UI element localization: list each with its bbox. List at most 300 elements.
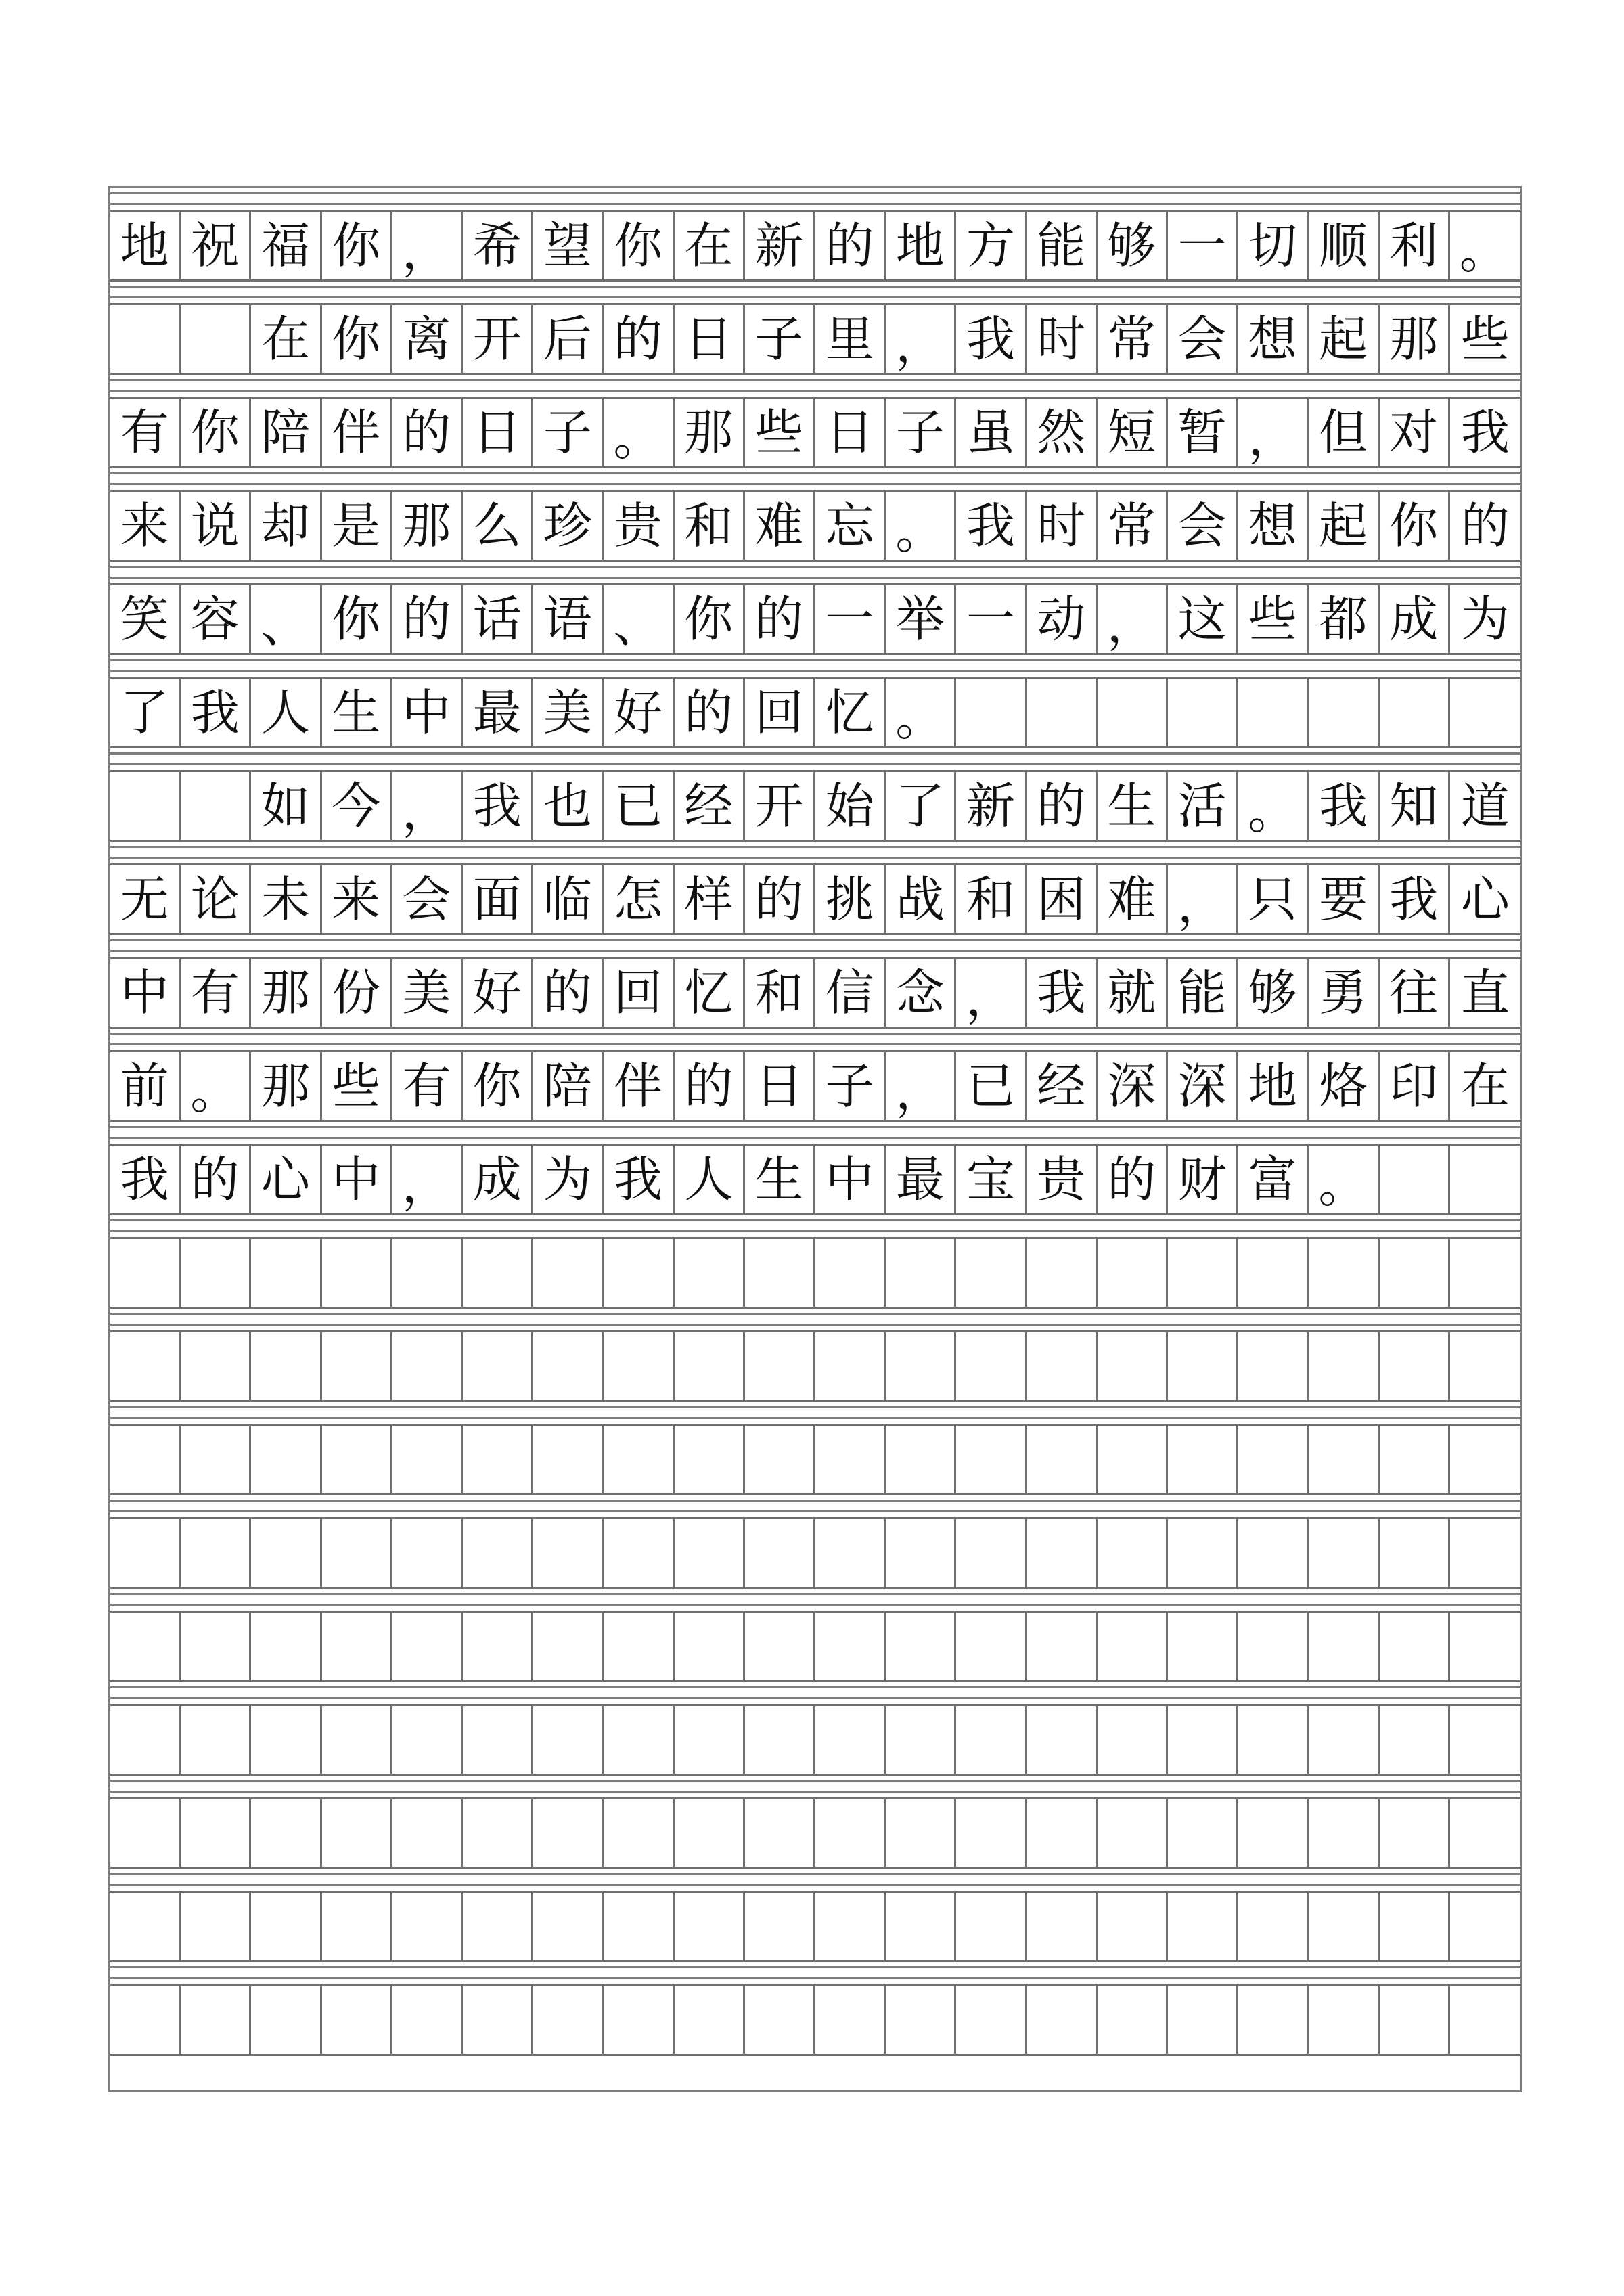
grid-cell-character: 忆 [675, 957, 745, 1029]
grid-cell-empty [675, 1891, 745, 1962]
grid-cell-character: 好 [463, 957, 533, 1029]
grid-cell-empty [675, 1611, 745, 1682]
grid-cell-empty [533, 1984, 604, 2056]
grid-cell-character: 虽 [956, 397, 1027, 468]
grid-cell-empty [1309, 1517, 1379, 1589]
grid-cell-character: 的 [533, 957, 604, 1029]
grid-cell-empty [886, 1984, 956, 2056]
grid-cell-empty [956, 1330, 1027, 1402]
grid-cell-character: 要 [1309, 863, 1379, 935]
grid-cell-empty [110, 303, 181, 375]
grid-cell-character: 。 [886, 677, 956, 748]
grid-cell-character: 生 [322, 677, 392, 748]
grid-cell-character: 中 [322, 1144, 392, 1215]
grid-cell-character: 挑 [815, 863, 886, 935]
grid-cell-character: 够 [1098, 210, 1168, 282]
grid-cell-empty [886, 1517, 956, 1589]
grid-cell-character: 说 [181, 490, 251, 562]
grid-cell-empty [745, 1424, 815, 1495]
grid-cell-character: 我 [110, 1144, 181, 1215]
grid-cell-character: 些 [322, 1050, 392, 1122]
grid-cell-empty [1309, 1424, 1379, 1495]
grid-cell-character: 一 [1168, 210, 1238, 282]
grid-cell-character: 直 [1450, 957, 1520, 1029]
grid-cell-character: 的 [392, 397, 463, 468]
grid-cell-empty [1168, 1424, 1238, 1495]
grid-cell-empty [251, 1517, 321, 1589]
row-separator-band [110, 1122, 1520, 1144]
grid-cell-character: 无 [110, 863, 181, 935]
grid-row [110, 1330, 1520, 1402]
grid-cell-character: 想 [1238, 490, 1309, 562]
grid-cell-empty [181, 1424, 251, 1495]
grid-cell-empty [1027, 1424, 1098, 1495]
grid-cell-empty [463, 1891, 533, 1962]
grid-cell-character: 日 [815, 397, 886, 468]
grid-cell-character: 是 [322, 490, 392, 562]
grid-cell-empty [675, 1797, 745, 1869]
grid-cell-character: 的 [675, 1050, 745, 1122]
grid-cell-empty [463, 1611, 533, 1682]
grid-cell-empty [251, 1704, 321, 1776]
grid-cell-empty [110, 1611, 181, 1682]
grid-cell-character: 伴 [322, 397, 392, 468]
row-separator-band [110, 1962, 1520, 1984]
grid-cell-character: 印 [1380, 1050, 1450, 1122]
grid-cell-character: ， [956, 957, 1027, 1029]
grid-cell-empty [181, 1611, 251, 1682]
grid-cell-character: 。 [886, 490, 956, 562]
grid-cell-character: 些 [1238, 583, 1309, 655]
grid-cell-character: 祝 [181, 210, 251, 282]
grid-cell-empty [392, 1891, 463, 1962]
grid-cell-empty [1168, 1330, 1238, 1402]
grid-cell-empty [1168, 1517, 1238, 1589]
grid-cell-character: 珍 [533, 490, 604, 562]
grid-cell-character: 日 [463, 397, 533, 468]
grid-cell-empty [1168, 1891, 1238, 1962]
grid-cell-character: 。 [1450, 210, 1520, 282]
grid-cell-empty [181, 1984, 251, 2056]
grid-cell-empty [181, 1330, 251, 1402]
grid-cell-empty [1238, 1797, 1309, 1869]
grid-cell-empty [251, 1797, 321, 1869]
grid-cell-empty [1238, 1517, 1309, 1589]
grid-cell-character: 回 [604, 957, 674, 1029]
grid-cell-character: 后 [533, 303, 604, 375]
grid-cell-empty [1380, 1237, 1450, 1309]
grid-cell-empty [181, 1704, 251, 1776]
row-separator-band [110, 282, 1520, 303]
grid-cell-empty [1238, 1330, 1309, 1402]
row-separator-band [110, 468, 1520, 490]
grid-cell-character: 就 [1098, 957, 1168, 1029]
grid-cell-character: ， [392, 210, 463, 282]
grid-cell-empty [533, 1797, 604, 1869]
grid-cell-character: 成 [463, 1144, 533, 1215]
grid-cell-character: 开 [745, 770, 815, 842]
grid-cell-character: 贵 [604, 490, 674, 562]
grid-cell-character: 暂 [1168, 397, 1238, 468]
grid-cell-empty [1098, 1984, 1168, 2056]
grid-cell-character: 心 [251, 1144, 321, 1215]
grid-cell-empty [815, 1704, 886, 1776]
grid-cell-empty [745, 1984, 815, 2056]
grid-cell-empty [1380, 1144, 1450, 1215]
grid-row [110, 1984, 1520, 2056]
grid-cell-empty [1168, 1611, 1238, 1682]
grid-cell-empty [181, 1517, 251, 1589]
grid-row [110, 770, 1520, 842]
grid-cell-character: 你 [322, 210, 392, 282]
grid-row [110, 957, 1520, 1029]
grid-cell-character: ， [1098, 583, 1168, 655]
grid-cell-character: 生 [1098, 770, 1168, 842]
grid-cell-character: 人 [251, 677, 321, 748]
grid-row [110, 490, 1520, 562]
grid-cell-empty [1238, 1611, 1309, 1682]
grid-cell-empty [1450, 677, 1520, 748]
grid-cell-empty [1450, 1611, 1520, 1682]
grid-cell-character: 贵 [1027, 1144, 1098, 1215]
grid-cell-empty [1098, 677, 1168, 748]
grid-cell-empty [392, 1611, 463, 1682]
grid-cell-empty [604, 1424, 674, 1495]
grid-cell-character: 些 [745, 397, 815, 468]
grid-cell-empty [181, 1237, 251, 1309]
grid-cell-character: 日 [675, 303, 745, 375]
grid-cell-empty [392, 1237, 463, 1309]
grid-cell-character: 起 [1309, 490, 1379, 562]
grid-cell-empty [675, 1984, 745, 2056]
grid-cell-character: 为 [533, 1144, 604, 1215]
grid-cell-character: 常 [1098, 490, 1168, 562]
grid-cell-character: ， [1238, 397, 1309, 468]
grid-cell-character: 、 [251, 583, 321, 655]
grid-cell-character: 在 [1450, 1050, 1520, 1122]
grid-cell-character: 我 [956, 490, 1027, 562]
grid-cell-empty [1098, 1891, 1168, 1962]
grid-cell-character: 我 [956, 303, 1027, 375]
grid-cell-character: 会 [1168, 490, 1238, 562]
grid-cell-character: 往 [1380, 957, 1450, 1029]
grid-cell-empty [251, 1891, 321, 1962]
row-separator-band [110, 1589, 1520, 1611]
grid-cell-empty [251, 1424, 321, 1495]
grid-cell-empty [886, 1797, 956, 1869]
row-separator-band [110, 1402, 1520, 1424]
grid-cell-empty [110, 770, 181, 842]
grid-cell-character: 和 [956, 863, 1027, 935]
grid-cell-empty [1027, 1797, 1098, 1869]
grid-cell-empty [886, 1237, 956, 1309]
grid-cell-character: 美 [533, 677, 604, 748]
grid-cell-empty [1380, 1330, 1450, 1402]
row-separator-band [110, 188, 1520, 210]
grid-cell-character: 能 [1168, 957, 1238, 1029]
grid-cell-empty [1309, 1237, 1379, 1309]
grid-cell-empty [956, 1237, 1027, 1309]
grid-cell-character: 。 [1238, 770, 1309, 842]
grid-cell-character: 。 [604, 397, 674, 468]
grid-cell-character: 了 [110, 677, 181, 748]
grid-cell-empty [604, 1330, 674, 1402]
grid-cell-empty [604, 1237, 674, 1309]
grid-cell-empty [1380, 1611, 1450, 1682]
grid-cell-character: 未 [251, 863, 321, 935]
grid-cell-character: 希 [463, 210, 533, 282]
grid-cell-empty [815, 1330, 886, 1402]
grid-cell-character: 生 [745, 1144, 815, 1215]
grid-cell-empty [1238, 1704, 1309, 1776]
grid-cell-empty [1027, 1330, 1098, 1402]
grid-cell-character: 经 [675, 770, 745, 842]
grid-row [110, 677, 1520, 748]
grid-cell-empty [1450, 1144, 1520, 1215]
grid-cell-empty [745, 1330, 815, 1402]
grid-cell-character: 的 [745, 583, 815, 655]
grid-cell-character: 我 [181, 677, 251, 748]
grid-cell-character: 战 [886, 863, 956, 935]
grid-cell-character: 对 [1380, 397, 1450, 468]
grid-cell-empty [463, 1424, 533, 1495]
grid-cell-character: 、 [604, 583, 674, 655]
grid-cell-empty [533, 1330, 604, 1402]
grid-cell-character: 富 [1238, 1144, 1309, 1215]
grid-cell-empty [533, 1891, 604, 1962]
grid-cell-character: 语 [533, 583, 604, 655]
grid-row [110, 397, 1520, 468]
grid-cell-empty [1238, 1984, 1309, 2056]
grid-cell-empty [322, 1517, 392, 1589]
composition-grid-paper [108, 186, 1522, 2092]
grid-cell-character: 。 [1309, 1144, 1379, 1215]
grid-cell-empty [745, 1704, 815, 1776]
grid-cell-character: 最 [463, 677, 533, 748]
grid-cell-character: 地 [1238, 1050, 1309, 1122]
grid-cell-empty [110, 1330, 181, 1402]
grid-cell-empty [604, 1611, 674, 1682]
grid-cell-character: 你 [604, 210, 674, 282]
grid-cell-empty [1027, 1704, 1098, 1776]
grid-cell-character: 你 [322, 583, 392, 655]
row-separator-band [110, 1776, 1520, 1797]
grid-cell-empty [463, 1517, 533, 1589]
grid-cell-character: 一 [815, 583, 886, 655]
grid-cell-character: 深 [1098, 1050, 1168, 1122]
grid-cell-character: 和 [745, 957, 815, 1029]
grid-cell-empty [322, 1797, 392, 1869]
grid-cell-empty [956, 1611, 1027, 1682]
grid-cell-empty [392, 1704, 463, 1776]
grid-cell-character: 我 [463, 770, 533, 842]
grid-row [110, 1050, 1520, 1122]
grid-cell-empty [1309, 1330, 1379, 1402]
grid-row [110, 210, 1520, 282]
grid-cell-empty [745, 1891, 815, 1962]
grid-cell-empty [1380, 1517, 1450, 1589]
grid-cell-empty [675, 1330, 745, 1402]
grid-cell-character: 来 [110, 490, 181, 562]
grid-cell-empty [251, 1984, 321, 2056]
row-separator-band [110, 562, 1520, 583]
grid-cell-empty [392, 1424, 463, 1495]
grid-cell-character: 经 [1027, 1050, 1098, 1122]
grid-cell-character: 一 [956, 583, 1027, 655]
grid-cell-empty [745, 1517, 815, 1589]
grid-cell-character: 只 [1238, 863, 1309, 935]
grid-cell-character: 新 [745, 210, 815, 282]
grid-cell-character: 烙 [1309, 1050, 1379, 1122]
grid-cell-character: 心 [1450, 863, 1520, 935]
grid-cell-character: 宝 [956, 1144, 1027, 1215]
grid-cell-character: 常 [1098, 303, 1168, 375]
grid-cell-character: 伴 [604, 1050, 674, 1122]
grid-cell-character: 时 [1027, 490, 1098, 562]
grid-cell-empty [745, 1797, 815, 1869]
grid-cell-empty [1027, 1611, 1098, 1682]
grid-cell-character: 的 [1450, 490, 1520, 562]
grid-cell-character: 回 [745, 677, 815, 748]
grid-cell-character: 开 [463, 303, 533, 375]
grid-cell-empty [322, 1330, 392, 1402]
row-separator-band [110, 1215, 1520, 1237]
grid-cell-character: 好 [604, 677, 674, 748]
row-separator-band [110, 655, 1520, 677]
row-separator-band [110, 375, 1520, 397]
grid-cell-empty [251, 1330, 321, 1402]
grid-cell-character: 中 [110, 957, 181, 1029]
grid-cell-character: 你 [181, 397, 251, 468]
grid-cell-empty [1027, 1517, 1098, 1589]
grid-cell-character: 了 [886, 770, 956, 842]
grid-cell-empty [956, 677, 1027, 748]
grid-cell-empty [1168, 1984, 1238, 2056]
grid-cell-character: 切 [1238, 210, 1309, 282]
grid-cell-character: 我 [1450, 397, 1520, 468]
grid-cell-empty [815, 1797, 886, 1869]
grid-cell-character: 陪 [533, 1050, 604, 1122]
grid-cell-character: 活 [1168, 770, 1238, 842]
grid-cell-empty [745, 1237, 815, 1309]
grid-cell-character: 子 [886, 397, 956, 468]
grid-cell-empty [1098, 1424, 1168, 1495]
grid-cell-empty [1309, 1984, 1379, 2056]
grid-cell-character: 人 [675, 1144, 745, 1215]
grid-cell-empty [1380, 1891, 1450, 1962]
grid-cell-character: 来 [322, 863, 392, 935]
grid-cell-character: 我 [1027, 957, 1098, 1029]
grid-cell-character: 勇 [1309, 957, 1379, 1029]
grid-cell-character: 你 [463, 1050, 533, 1122]
grid-cell-character: 但 [1309, 397, 1379, 468]
grid-cell-character: 些 [1450, 303, 1520, 375]
grid-cell-character: 的 [745, 863, 815, 935]
grid-cell-empty [1450, 1797, 1520, 1869]
grid-cell-empty [463, 1704, 533, 1776]
grid-cell-empty [251, 1611, 321, 1682]
grid-cell-character: 美 [392, 957, 463, 1029]
grid-cell-empty [110, 1891, 181, 1962]
grid-row [110, 303, 1520, 375]
grid-cell-empty [815, 1984, 886, 2056]
grid-cell-character: ， [1168, 863, 1238, 935]
grid-cell-empty [1027, 1891, 1098, 1962]
grid-cell-empty [1380, 677, 1450, 748]
grid-cell-empty [533, 1424, 604, 1495]
grid-cell-empty [956, 1797, 1027, 1869]
grid-cell-empty [604, 1984, 674, 2056]
grid-cell-empty [886, 1891, 956, 1962]
grid-cell-character: 然 [1027, 397, 1098, 468]
grid-cell-empty [1309, 677, 1379, 748]
grid-cell-character: 面 [463, 863, 533, 935]
grid-cell-empty [604, 1797, 674, 1869]
grid-cell-character: 我 [1380, 863, 1450, 935]
grid-cell-empty [815, 1891, 886, 1962]
grid-cell-empty [1027, 677, 1098, 748]
grid-cell-character: 动 [1027, 583, 1098, 655]
grid-cell-character: ， [392, 770, 463, 842]
grid-cell-empty [1450, 1237, 1520, 1309]
grid-cell-character: 如 [251, 770, 321, 842]
grid-cell-character: 会 [392, 863, 463, 935]
row-separator-band [110, 1869, 1520, 1891]
grid-cell-character: 难 [1098, 863, 1168, 935]
grid-cell-character: 的 [675, 677, 745, 748]
grid-cell-character: 却 [251, 490, 321, 562]
grid-cell-empty [1450, 1517, 1520, 1589]
grid-cell-empty [815, 1237, 886, 1309]
grid-cell-character: 我 [1309, 770, 1379, 842]
row-separator-band [110, 1495, 1520, 1517]
grid-cell-character: 。 [181, 1050, 251, 1122]
grid-cell-empty [1309, 1891, 1379, 1962]
grid-cell-empty [1238, 677, 1309, 748]
grid-cell-empty [181, 1891, 251, 1962]
grid-cell-character: 举 [886, 583, 956, 655]
grid-cell-empty [1238, 1891, 1309, 1962]
grid-cell-character: 你 [1380, 490, 1450, 562]
grid-cell-character: 有 [392, 1050, 463, 1122]
grid-cell-character: 会 [1168, 303, 1238, 375]
grid-cell-empty [1380, 1424, 1450, 1495]
grid-cell-character: 么 [463, 490, 533, 562]
grid-cell-empty [745, 1611, 815, 1682]
grid-cell-character: 那 [251, 957, 321, 1029]
grid-cell-empty [322, 1611, 392, 1682]
grid-row [110, 1704, 1520, 1776]
grid-cell-character: 地 [886, 210, 956, 282]
grid-cell-empty [1168, 1704, 1238, 1776]
grid-cell-empty [463, 1330, 533, 1402]
grid-cell-empty [1238, 1424, 1309, 1495]
grid-cell-character: 我 [604, 1144, 674, 1215]
grid-cell-character: 道 [1450, 770, 1520, 842]
grid-cell-character: 能 [1027, 210, 1098, 282]
grid-cell-character: 你 [675, 583, 745, 655]
grid-cell-character: 样 [675, 863, 745, 935]
grid-cell-character: 福 [251, 210, 321, 282]
grid-cell-character: 难 [745, 490, 815, 562]
grid-cell-character: 你 [322, 303, 392, 375]
grid-row [110, 1517, 1520, 1589]
grid-cell-empty [604, 1517, 674, 1589]
grid-cell-character: 那 [392, 490, 463, 562]
grid-cell-empty [1238, 1237, 1309, 1309]
grid-cell-character: 信 [815, 957, 886, 1029]
grid-cell-character: 够 [1238, 957, 1309, 1029]
